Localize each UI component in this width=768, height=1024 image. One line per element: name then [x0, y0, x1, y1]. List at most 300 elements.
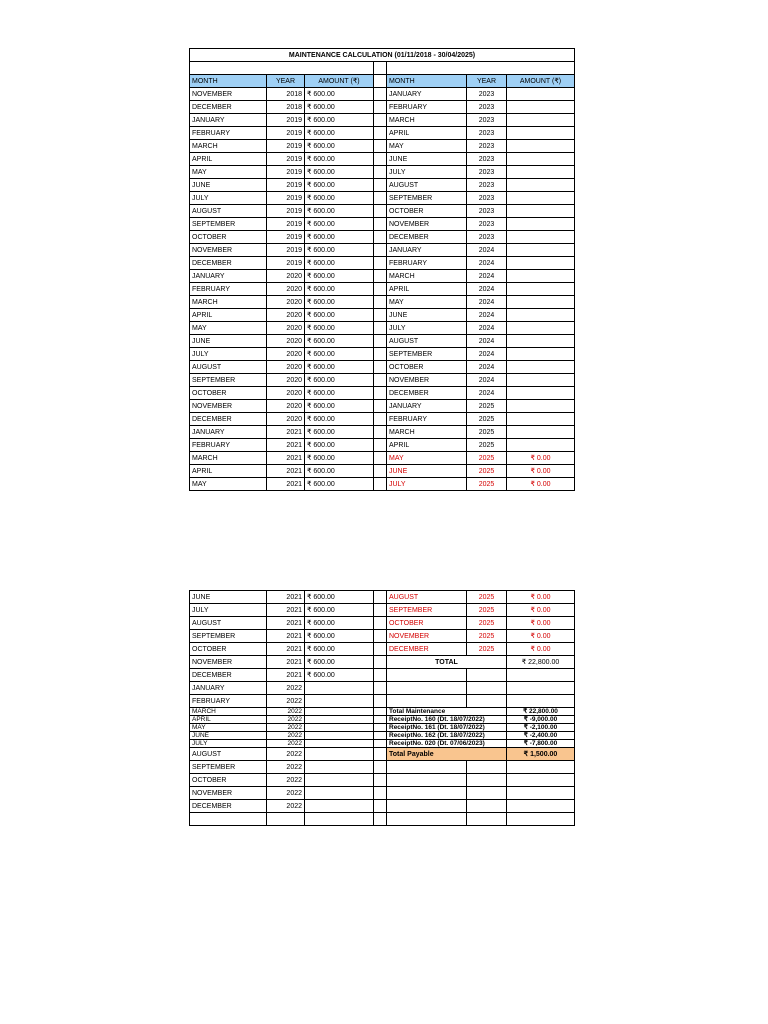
- header-month: MONTH: [387, 75, 467, 88]
- year-cell: 2022: [267, 695, 305, 708]
- gap-cell: [374, 695, 387, 708]
- total-payable-label: Total Payable: [387, 748, 507, 761]
- gap-cell: [374, 296, 387, 309]
- gap-cell: [374, 478, 387, 491]
- table-row: [190, 101, 575, 114]
- month-cell: MAY: [387, 452, 467, 465]
- year-cell: 2025: [467, 400, 507, 413]
- month-cell: DECEMBER: [387, 231, 467, 244]
- year-cell: 2024: [467, 322, 507, 335]
- month-cell: JULY: [387, 322, 467, 335]
- amount-cell: ₹ 600.00: [305, 231, 374, 244]
- amount-cell: [507, 413, 575, 426]
- month-cell: JANUARY: [387, 88, 467, 101]
- amount-cell: ₹ 600.00: [305, 413, 374, 426]
- table-row: [190, 296, 575, 309]
- year-cell: 2021: [267, 591, 305, 604]
- amount-cell: [507, 270, 575, 283]
- amount-cell: ₹ 600.00: [305, 322, 374, 335]
- year-cell: 2022: [267, 708, 305, 716]
- amount-cell: ₹ 600.00: [305, 296, 374, 309]
- gap-cell: [374, 740, 387, 748]
- month-cell: JUNE: [190, 335, 267, 348]
- month-cell: JANUARY: [190, 270, 267, 283]
- month-cell: JANUARY: [387, 400, 467, 413]
- month-cell: MAY: [190, 478, 267, 491]
- summary-label: Total Maintenance: [387, 708, 507, 716]
- empty-cell: [467, 774, 507, 787]
- empty-cell: [467, 813, 507, 826]
- amount-cell: [305, 682, 374, 695]
- year-cell: 2025: [467, 465, 507, 478]
- amount-cell: ₹ 600.00: [305, 166, 374, 179]
- total-value: ₹ 22,800.00: [507, 656, 575, 669]
- amount-cell: ₹ 600.00: [305, 179, 374, 192]
- gap-cell: [374, 140, 387, 153]
- gap-cell: [374, 179, 387, 192]
- table-row: [190, 682, 575, 695]
- month-cell: NOVEMBER: [190, 88, 267, 101]
- year-cell: [267, 813, 305, 826]
- amount-cell: ₹ 600.00: [305, 617, 374, 630]
- empty-cell: [387, 800, 467, 813]
- gap-cell: [374, 748, 387, 761]
- month-cell: AUGUST: [190, 617, 267, 630]
- year-cell: 2020: [267, 361, 305, 374]
- amount-cell: ₹ 600.00: [305, 374, 374, 387]
- year-cell: 2020: [267, 387, 305, 400]
- month-cell: OCTOBER: [387, 205, 467, 218]
- empty-cell: [387, 669, 467, 682]
- month-cell: NOVEMBER: [387, 374, 467, 387]
- gap-cell: [374, 604, 387, 617]
- gap-cell: [374, 244, 387, 257]
- amount-cell: ₹ 600.00: [305, 669, 374, 682]
- year-cell: 2021: [267, 452, 305, 465]
- year-cell: 2025: [467, 617, 507, 630]
- amount-cell: [305, 761, 374, 774]
- month-cell: MAY: [190, 724, 267, 732]
- empty-cell: [387, 761, 467, 774]
- month-cell: AUGUST: [190, 205, 267, 218]
- month-cell: FEBRUARY: [387, 101, 467, 114]
- gap-cell: [374, 591, 387, 604]
- gap-cell: [374, 656, 387, 669]
- year-cell: 2023: [467, 88, 507, 101]
- year-cell: 2022: [267, 732, 305, 740]
- month-cell: NOVEMBER: [190, 400, 267, 413]
- amount-cell: [305, 774, 374, 787]
- year-cell: 2019: [267, 205, 305, 218]
- month-cell: JULY: [387, 166, 467, 179]
- table-row: [190, 88, 575, 101]
- amount-cell: [507, 283, 575, 296]
- month-cell: APRIL: [387, 439, 467, 452]
- amount-cell: [305, 695, 374, 708]
- year-cell: 2021: [267, 426, 305, 439]
- gap-cell: [374, 361, 387, 374]
- year-cell: 2019: [267, 127, 305, 140]
- gap-cell: [374, 439, 387, 452]
- month-cell: SEPTEMBER: [387, 192, 467, 205]
- table-row: [190, 732, 575, 740]
- amount-cell: ₹ 0.00: [507, 591, 575, 604]
- amount-cell: ₹ 600.00: [305, 88, 374, 101]
- year-cell: 2022: [267, 748, 305, 761]
- table-row: [190, 179, 575, 192]
- year-cell: 2023: [467, 101, 507, 114]
- amount-cell: [305, 740, 374, 748]
- month-cell: JANUARY: [387, 244, 467, 257]
- year-cell: 2019: [267, 179, 305, 192]
- table-row: [190, 322, 575, 335]
- month-cell: SEPTEMBER: [190, 630, 267, 643]
- year-cell: 2023: [467, 127, 507, 140]
- year-cell: 2023: [467, 205, 507, 218]
- gap-cell: [374, 218, 387, 231]
- amount-cell: ₹ 600.00: [305, 127, 374, 140]
- table-row: [190, 478, 575, 491]
- table-row: [190, 724, 575, 732]
- amount-cell: [305, 732, 374, 740]
- table-row: [190, 361, 575, 374]
- amount-cell: ₹ 600.00: [305, 101, 374, 114]
- amount-cell: [305, 787, 374, 800]
- amount-cell: ₹ 600.00: [305, 257, 374, 270]
- year-cell: 2020: [267, 296, 305, 309]
- table-row: [190, 335, 575, 348]
- table-row: [190, 205, 575, 218]
- year-cell: 2019: [267, 244, 305, 257]
- gap-cell: [374, 270, 387, 283]
- amount-cell: ₹ 600.00: [305, 205, 374, 218]
- empty-cell: [507, 787, 575, 800]
- amount-cell: ₹ 600.00: [305, 387, 374, 400]
- table-row: [190, 270, 575, 283]
- year-cell: 2020: [267, 335, 305, 348]
- month-cell: OCTOBER: [387, 617, 467, 630]
- sheet-title: MAINTENANCE CALCULATION (01/11/2018 - 30/04/2025): [190, 49, 575, 62]
- month-cell: APRIL: [190, 309, 267, 322]
- empty-cell: [387, 813, 467, 826]
- amount-cell: [507, 179, 575, 192]
- empty-cell: [467, 800, 507, 813]
- summary-value: ₹ 22,800.00: [507, 708, 575, 716]
- table-row: [190, 387, 575, 400]
- amount-cell: [305, 813, 374, 826]
- amount-cell: [507, 101, 575, 114]
- amount-cell: ₹ 600.00: [305, 348, 374, 361]
- month-cell: JANUARY: [190, 426, 267, 439]
- gap-cell: [374, 153, 387, 166]
- year-cell: 2024: [467, 296, 507, 309]
- month-cell: SEPTEMBER: [387, 348, 467, 361]
- gap-cell: [374, 787, 387, 800]
- year-cell: 2018: [267, 88, 305, 101]
- gap-cell: [374, 465, 387, 478]
- gap-cell: [374, 309, 387, 322]
- blank-row: [190, 62, 575, 75]
- year-cell: 2022: [267, 724, 305, 732]
- year-cell: 2022: [267, 740, 305, 748]
- amount-cell: ₹ 600.00: [305, 465, 374, 478]
- month-cell: MARCH: [387, 426, 467, 439]
- table-row: [190, 309, 575, 322]
- amount-cell: [507, 244, 575, 257]
- gap-cell: [374, 761, 387, 774]
- year-cell: 2023: [467, 140, 507, 153]
- table-row: [190, 669, 575, 682]
- gap-cell: [374, 708, 387, 716]
- gap-cell: [374, 127, 387, 140]
- amount-cell: ₹ 600.00: [305, 192, 374, 205]
- amount-cell: [507, 140, 575, 153]
- month-cell: JUNE: [190, 591, 267, 604]
- year-cell: 2022: [267, 682, 305, 695]
- amount-cell: ₹ 600.00: [305, 153, 374, 166]
- month-cell: OCTOBER: [387, 361, 467, 374]
- month-cell: JULY: [190, 348, 267, 361]
- table-row: [190, 740, 575, 748]
- year-cell: 2024: [467, 374, 507, 387]
- month-cell: MAY: [387, 140, 467, 153]
- year-cell: 2022: [267, 716, 305, 724]
- summary-label: ReceiptNo. 020 (Dt. 07/06/2023): [387, 740, 507, 748]
- amount-cell: ₹ 0.00: [507, 452, 575, 465]
- gap-cell: [374, 643, 387, 656]
- amount-cell: ₹ 600.00: [305, 643, 374, 656]
- gap-cell: [374, 452, 387, 465]
- gap-cell: [374, 716, 387, 724]
- gap-cell: [374, 774, 387, 787]
- year-cell: 2025: [467, 643, 507, 656]
- amount-cell: [507, 192, 575, 205]
- year-cell: 2021: [267, 643, 305, 656]
- gap-cell: [374, 101, 387, 114]
- year-cell: 2020: [267, 309, 305, 322]
- table-row: [190, 283, 575, 296]
- year-cell: 2025: [467, 426, 507, 439]
- year-cell: 2025: [467, 591, 507, 604]
- summary-value: ₹ -9,000.00: [507, 716, 575, 724]
- gap-cell: [374, 426, 387, 439]
- year-cell: 2019: [267, 218, 305, 231]
- year-cell: 2023: [467, 153, 507, 166]
- table-row: [190, 656, 575, 669]
- table-row: [190, 127, 575, 140]
- empty-cell: [507, 813, 575, 826]
- empty-cell: [507, 761, 575, 774]
- gap-cell: [374, 205, 387, 218]
- amount-cell: ₹ 600.00: [305, 604, 374, 617]
- month-cell: APRIL: [387, 127, 467, 140]
- empty-cell: [387, 774, 467, 787]
- year-cell: 2020: [267, 283, 305, 296]
- amount-cell: ₹ 0.00: [507, 643, 575, 656]
- month-cell: DECEMBER: [387, 643, 467, 656]
- amount-cell: ₹ 600.00: [305, 140, 374, 153]
- empty-cell: [507, 774, 575, 787]
- empty-cell: [507, 669, 575, 682]
- year-cell: 2023: [467, 218, 507, 231]
- year-cell: 2020: [267, 413, 305, 426]
- month-cell: DECEMBER: [387, 387, 467, 400]
- summary-value: ₹ -2,100.00: [507, 724, 575, 732]
- summary-label: ReceiptNo. 160 (Dt. 18/07/2022): [387, 716, 507, 724]
- year-cell: 2025: [467, 478, 507, 491]
- month-cell: JUNE: [387, 153, 467, 166]
- month-cell: MAY: [387, 296, 467, 309]
- year-cell: 2022: [267, 761, 305, 774]
- month-cell: AUGUST: [190, 748, 267, 761]
- month-cell: DECEMBER: [190, 669, 267, 682]
- header-month: MONTH: [190, 75, 267, 88]
- month-cell: DECEMBER: [190, 800, 267, 813]
- year-cell: 2024: [467, 283, 507, 296]
- month-cell: APRIL: [387, 283, 467, 296]
- month-cell: AUGUST: [190, 361, 267, 374]
- gap-cell: [374, 322, 387, 335]
- table-row: [190, 140, 575, 153]
- maintenance-table-page2: [189, 590, 575, 826]
- year-cell: 2023: [467, 166, 507, 179]
- table-row: [190, 400, 575, 413]
- gap-cell: [374, 192, 387, 205]
- year-cell: 2025: [467, 439, 507, 452]
- gap-cell: [374, 800, 387, 813]
- month-cell: OCTOBER: [190, 774, 267, 787]
- amount-cell: ₹ 0.00: [507, 478, 575, 491]
- year-cell: 2020: [267, 400, 305, 413]
- month-cell: AUGUST: [387, 335, 467, 348]
- amount-cell: [305, 800, 374, 813]
- table-row: [190, 748, 575, 761]
- amount-cell: ₹ 600.00: [305, 283, 374, 296]
- month-cell: FEBRUARY: [190, 283, 267, 296]
- amount-cell: [507, 88, 575, 101]
- month-cell: FEBRUARY: [190, 127, 267, 140]
- table-row: [190, 192, 575, 205]
- header-row: [190, 75, 575, 88]
- amount-cell: [507, 387, 575, 400]
- month-cell: JULY: [190, 604, 267, 617]
- empty-cell: [467, 682, 507, 695]
- month-cell: MAY: [190, 322, 267, 335]
- month-cell: NOVEMBER: [190, 656, 267, 669]
- table-row: [190, 630, 575, 643]
- month-cell: JUNE: [190, 732, 267, 740]
- amount-cell: [507, 400, 575, 413]
- year-cell: 2021: [267, 465, 305, 478]
- summary-label: ReceiptNo. 161 (Dt. 18/07/2022): [387, 724, 507, 732]
- amount-cell: [507, 205, 575, 218]
- amount-cell: [507, 322, 575, 335]
- amount-cell: [507, 153, 575, 166]
- month-cell: NOVEMBER: [387, 218, 467, 231]
- amount-cell: [507, 218, 575, 231]
- month-cell: MAY: [190, 166, 267, 179]
- amount-cell: [507, 426, 575, 439]
- year-cell: 2024: [467, 348, 507, 361]
- year-cell: 2025: [467, 413, 507, 426]
- month-cell: DECEMBER: [190, 257, 267, 270]
- empty-cell: [507, 695, 575, 708]
- amount-cell: ₹ 600.00: [305, 218, 374, 231]
- gap-cell: [374, 732, 387, 740]
- empty-cell: [467, 695, 507, 708]
- table-row: [190, 218, 575, 231]
- year-cell: 2022: [267, 800, 305, 813]
- month-cell: OCTOBER: [190, 387, 267, 400]
- year-cell: 2025: [467, 630, 507, 643]
- month-cell: APRIL: [190, 465, 267, 478]
- year-cell: 2024: [467, 309, 507, 322]
- table-row: [190, 761, 575, 774]
- year-cell: 2023: [467, 192, 507, 205]
- month-cell: MARCH: [387, 114, 467, 127]
- table-row: [190, 114, 575, 127]
- table-row: [190, 426, 575, 439]
- table-row: [190, 166, 575, 179]
- amount-cell: ₹ 0.00: [507, 604, 575, 617]
- amount-cell: [305, 748, 374, 761]
- header-amount: AMOUNT (₹): [305, 75, 374, 88]
- gap-cell: [374, 257, 387, 270]
- year-cell: 2019: [267, 114, 305, 127]
- amount-cell: [507, 114, 575, 127]
- gap-cell: [374, 348, 387, 361]
- month-cell: [190, 813, 267, 826]
- table-row: [190, 800, 575, 813]
- table-row: [190, 774, 575, 787]
- header-amount: AMOUNT (₹): [507, 75, 575, 88]
- gap-cell: [374, 400, 387, 413]
- amount-cell: ₹ 0.00: [507, 617, 575, 630]
- month-cell: JUNE: [387, 309, 467, 322]
- table-row: [190, 716, 575, 724]
- year-cell: 2019: [267, 257, 305, 270]
- table-row: [190, 231, 575, 244]
- year-cell: 2020: [267, 374, 305, 387]
- empty-cell: [387, 695, 467, 708]
- year-cell: 2021: [267, 617, 305, 630]
- gap-cell: [374, 813, 387, 826]
- amount-cell: [507, 296, 575, 309]
- table-row: [190, 591, 575, 604]
- table-row: [190, 439, 575, 452]
- amount-cell: ₹ 0.00: [507, 465, 575, 478]
- year-cell: 2022: [267, 787, 305, 800]
- year-cell: 2021: [267, 439, 305, 452]
- empty-cell: [467, 761, 507, 774]
- header-year: YEAR: [267, 75, 305, 88]
- year-cell: 2019: [267, 192, 305, 205]
- table-row: [190, 413, 575, 426]
- amount-cell: ₹ 600.00: [305, 361, 374, 374]
- empty-cell: [507, 682, 575, 695]
- year-cell: 2023: [467, 179, 507, 192]
- table-row: [190, 604, 575, 617]
- gap-cell: [374, 231, 387, 244]
- year-cell: 2019: [267, 166, 305, 179]
- amount-cell: [507, 335, 575, 348]
- amount-cell: ₹ 600.00: [305, 244, 374, 257]
- month-cell: JUNE: [387, 465, 467, 478]
- year-cell: 2024: [467, 257, 507, 270]
- year-cell: 2020: [267, 270, 305, 283]
- amount-cell: [305, 708, 374, 716]
- amount-cell: [507, 439, 575, 452]
